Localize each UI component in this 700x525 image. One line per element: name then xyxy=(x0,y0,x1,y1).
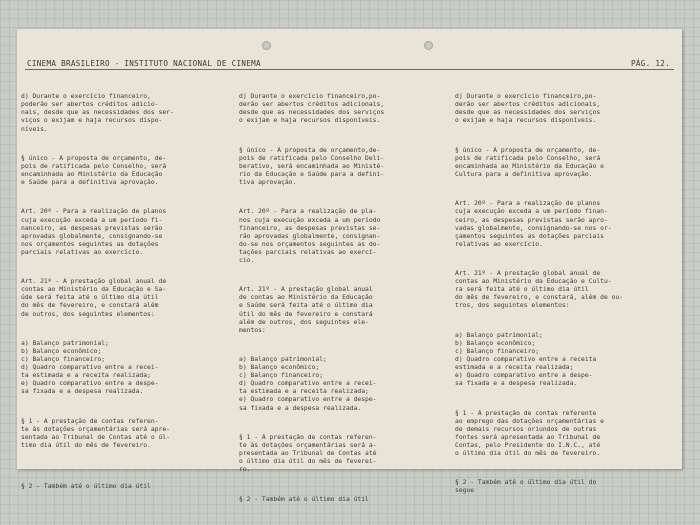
paragraph: Art. 21º - A prestação global anual de contas ao Ministério da Educação e Cultu- ra será feita até o último dia útil do mês de fevereiro, e constará, além de ou- tros, dos seguintes elementos: xyxy=(455,270,624,310)
document-sheet xyxy=(17,29,682,503)
paragraph: a) Balanço patrimonial; b) Balanço econômico; c) Balanço financeiro; d) Quadro comparativo entre a recei- ta estimada e a receita realizada; e) Quadro comparativo entre a despe- sa fixada e a despesa realizada. xyxy=(21,339,159,396)
paragraph: § 2 - Também até o último dia útil xyxy=(21,483,151,491)
paragraph: § único - A proposta de orçamento, de- pois de ratificada pelo Conselho, será encaminhada ao Ministério da Educação e Cultura para a definitiva aprovação. xyxy=(455,146,604,179)
paragraph: § 1 - A prestação de contas referente ao emprego das dotações orçamentárias e de demais recursos oriundos de outras fontes será apresentada ao Tribunal de Contas, pelo Presidente do I.N.C., até o último dia útil do mês de fevereiro. xyxy=(455,409,604,458)
paragraph: d) Durante o exercício financeiro,po- derão ser abertos créditos adicionais, desde que as necessidades dos serviços o exijam e haja recursos disponíveis. xyxy=(455,93,601,125)
paragraph: § 2 - Também até o último dia útil do segue xyxy=(455,479,597,495)
paragraph: a) Balanço patrimonial; b) Balanço econômico; c) Balanço financeiro; d) Quadro comparativo entre a recei- ta estimada e a receita realizada; e) Quadro comparativo entre a despe- sa fixada e a despesa realizada. xyxy=(239,356,377,412)
page-title: CINEMA BRASILEIRO - INSTITUTO NACIONAL DE CINEMA xyxy=(27,59,261,68)
paragraph: § único - A proposta de orçamento,de- pois de ratificada pelo Conselho Deli- berativo, será encaminhada ao Ministé- rio da Educação e Saúde para a defini- tiva aprovação. xyxy=(239,146,385,187)
paragraph: a) Balanço patrimonial; b) Balanço econômico; c) Balanço financeiro; d) Quadro comparativo entre a receita estimada e a receita realizada; e) Quadro comparativo entre a despe- sa fixada e a despesa realizada. xyxy=(455,331,597,388)
paragraph: § 2 - Também até o último dia útil xyxy=(239,495,369,503)
punch-hole xyxy=(262,41,271,50)
page-number: PÁG. 12. xyxy=(631,59,670,68)
header-rule xyxy=(25,69,674,70)
text-column-3 xyxy=(455,77,660,517)
punch-hole xyxy=(424,41,433,50)
text-column-1 xyxy=(21,77,226,513)
paragraph: § 1 - A prestação de contas referen- te às dotações orçamentárias será a- presentada ao Tribunal de Contas até o último dia útil do mês de feverei- ro. xyxy=(239,433,377,474)
paragraph: Art. 20º - Para a realização de planos cuja execução exceda a um período fi- nanceiro, as despesas previstas serão aprovadas globalmente, consignando-se nos orçamentos seguintes as dotações parciais relativas ao exercício. xyxy=(21,208,167,256)
paragraph: Art. 21º - A prestação global anual de contas ao Ministério da Educação e Sa- úde será feita até o último dia útil do mês de fevereiro, e constará além de outros, dos seguintes elementos: xyxy=(21,278,167,318)
paragraph: Art. 20º - Para a realização de pla- nos cuja execução exceda a um período financeiro, as despesas previstas se- rão aprovadas globalmente, consignan- do-se nos orçamentos seguintes as do- tações parciais relativas ao exercí- cio. xyxy=(239,208,381,264)
paragraph: § único - A proposta de orçamento, de- pois de ratificada pelo Conselho, será encaminhada ao Ministério da Educação e Saúde para a definitiva aprovação. xyxy=(21,154,167,187)
paragraph: Art. 21º - A prestação global anual de contas ao Ministério da Educação e Saúde será feita até o último dia útil do mês de fevereiro e constará além de outros, dos seguintes ele- mentos: xyxy=(239,286,373,334)
page-header xyxy=(27,59,670,68)
text-column-2 xyxy=(239,77,444,525)
paragraph: § 1 - A prestação de contas referen- te às dotações orçamentárias será apre- sentada ao Tribunal de Contas até o úl- timo dia útil do mês de fevereiro. xyxy=(21,417,170,449)
paragraph: Art. 20º - Para a realização de planos cuja execução exceda a um período finan- ceiro, as despesas previstas serão apro- vadas globalmente, consignando-se nos or- çamentos seguintes as dotações parciais relativas ao exercício. xyxy=(455,200,612,248)
paragraph: d) Durante o exercício financeiro,po- derão ser abertos créditos adicionais, desde que as necessidades dos serviços o exijam e haja recursos disponíveis. xyxy=(239,93,385,125)
paragraph: d) Durante o exercício financeiro, poderão ser abertos créditos adicio- nais, desde que as necessidades dos ser- viços o exijam e haja recursos dispo- níveis. xyxy=(21,93,174,133)
